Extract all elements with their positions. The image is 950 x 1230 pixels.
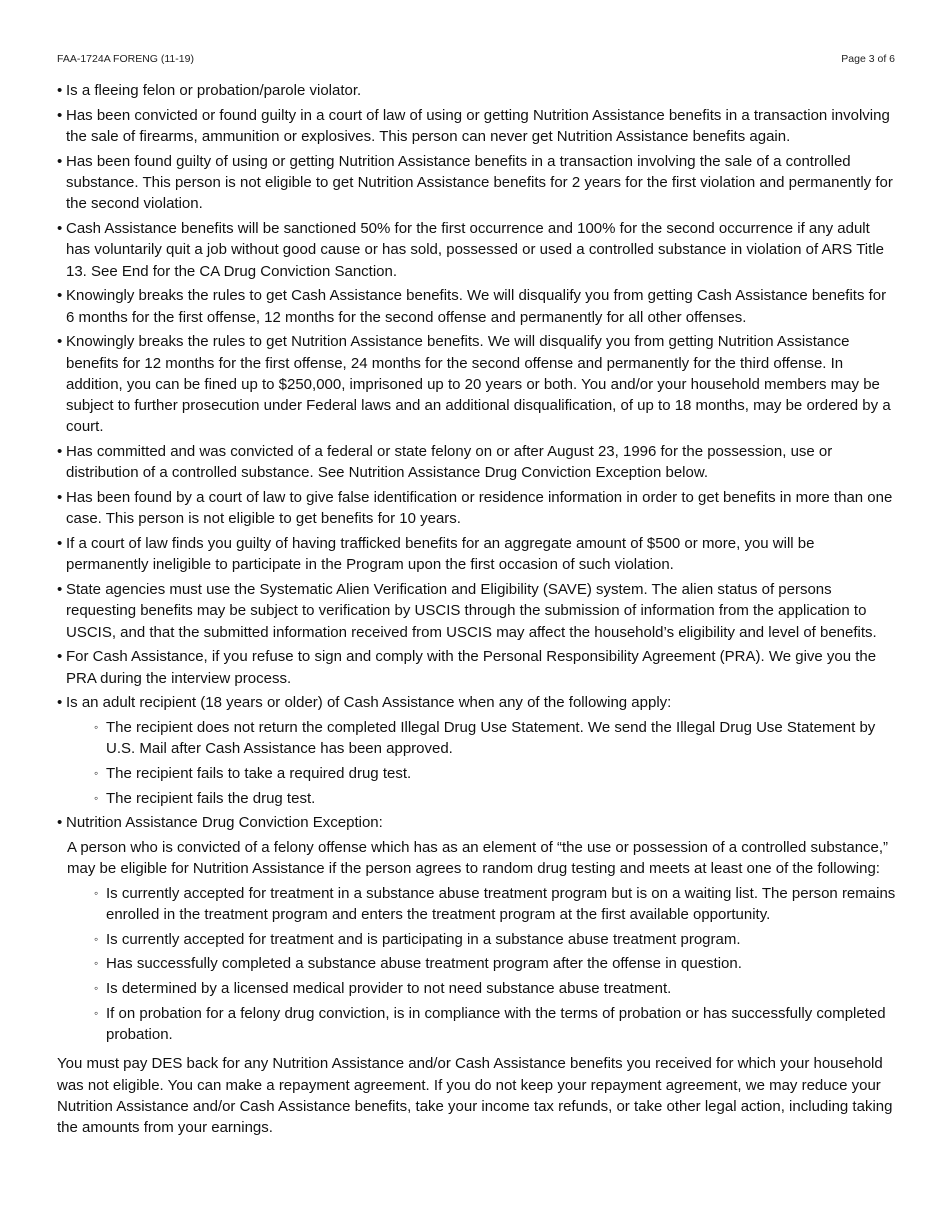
repayment-paragraph: You must pay DES back for any Nutrition Assistance and/or Cash Assistance benefits you received for which your household was not eligible. You can make a repayment agreement. If you do not keep your repayment agreement, we may reduce your Nutrition Assistance and/or Cash Assistance benefits, take your income tax refunds, or take other legal action, including taking the amounts from your earnings. — [57, 1055, 893, 1137]
list-item: • Has committed and was convicted of a federal or state felony on or after August 23, 1996 for the possession, use or distribution of a controlled substance. See Nutrition Assistance Drug Conviction Exception below. — [57, 441, 897, 484]
page-number: Page 3 of 6 — [841, 53, 895, 65]
sub-list-item: ◦ Is currently accepted for treatment in a substance abuse treatment program but is on a waiting list. The person remains enrolled in the treatment program and enters the treatment program at the first available opportunity. — [96, 883, 897, 926]
list-item: • Cash Assistance benefits will be sanctioned 50% for the first occurrence and 100% for the second occurrence if any adult has voluntarily quit a job without good cause or has sold, possessed or used a controlled substance in violation of ARS Title 13. See End for the CA Drug Conviction Sanction. — [57, 218, 897, 282]
sub-list-item: ◦ Is determined by a licensed medical provider to not need substance abuse treatment. — [96, 978, 897, 999]
list-item: • State agencies must use the Systematic Alien Verification and Eligibility (SAVE) system. The alien status of persons requesting benefits may be subject to verification by USCIS through the submission of information from the application to USCIS, and that the submitted information received from USCIS may affect the household’s eligibility and level of benefits. — [57, 579, 897, 643]
adult-recipient-item — [57, 692, 897, 809]
list-item: • For Cash Assistance, if you refuse to sign and comply with the Personal Responsibility Agreement (PRA). We give you the PRA during the interview process. — [57, 646, 897, 689]
list-item: • Knowingly breaks the rules to get Nutrition Assistance benefits. We will disqualify you from getting Nutrition Assistance benefits for 12 months for the first offense, 24 months for the second offense and permanently for the third offense. In addition, you can be fined up to $250,000, imprisoned up to 20 years or both. You and/or your household members may be subject to further prosecution under Federal laws and an additional disqualification, of up to 18 months, may be ordered by a court. — [57, 331, 897, 437]
sub-list-item: ◦ The recipient fails the drug test. — [96, 788, 897, 809]
sub-list-item: ◦ If on probation for a felony drug conviction, is in compliance with the terms of probation or has successfully completed probation. — [96, 1003, 897, 1046]
exception-description: A person who is convicted of a felony offense which has as an element of “the use or possession of a controlled substance,” may be eligible for Nutrition Assistance if the person agrees to random drug testing and meets at least one of the following: — [67, 838, 889, 877]
sub-list-item: ◦ The recipient does not return the completed Illegal Drug Use Statement. We send the Illegal Drug Use Statement by U.S. Mail after Cash Assistance has been approved. — [96, 717, 897, 760]
page-body — [57, 80, 897, 1153]
list-item: • Knowingly breaks the rules to get Cash Assistance benefits. We will disqualify you from getting Cash Assistance benefits for 6 months for the first offense, 12 months for the second offense and permanently for all other offenses. — [57, 285, 897, 328]
disqualification-list — [57, 80, 897, 1045]
drug-conviction-exception-item — [57, 812, 897, 1045]
list-item: • Has been found guilty of using or getting Nutrition Assistance benefits in a transaction involving the sale of a controlled substance. This person is not eligible to get Nutrition Assistance benefits for 2 years for the first violation and permanently for the second violation. — [57, 151, 897, 215]
adult-recipient-sublist — [66, 717, 897, 809]
exception-title: Nutrition Assistance Drug Conviction Exception: — [66, 814, 383, 832]
form-id: FAA-1724A FORENG (11-19) — [57, 53, 194, 65]
list-item: • Is a fleeing felon or probation/parole violator. — [57, 80, 897, 101]
sub-list-item: ◦ The recipient fails to take a required drug test. — [96, 763, 897, 784]
list-item: • Has been found by a court of law to give false identification or residence information in order to get benefits in more than one case. This person is not eligible to get benefits for 10 years. — [57, 487, 897, 530]
list-item: • If a court of law finds you guilty of having trafficked benefits for an aggregate amount of $500 or more, you will be permanently ineligible to participate in the Program upon the first occasion of such violation. — [57, 533, 897, 576]
adult-recipient-text: Is an adult recipient (18 years or older) of Cash Assistance when any of the following apply: — [66, 694, 672, 712]
sub-list-item: ◦ Has successfully completed a substance abuse treatment program after the offense in question. — [96, 953, 897, 974]
list-item: • Has been convicted or found guilty in a court of law of using or getting Nutrition Assistance benefits in a transaction involving the sale of firearms, ammunition or explosives. This person can never get Nutrition Assistance benefits again. — [57, 105, 897, 148]
exception-sublist — [66, 883, 897, 1046]
sub-list-item: ◦ Is currently accepted for treatment and is participating in a substance abuse treatment program. — [96, 929, 897, 950]
